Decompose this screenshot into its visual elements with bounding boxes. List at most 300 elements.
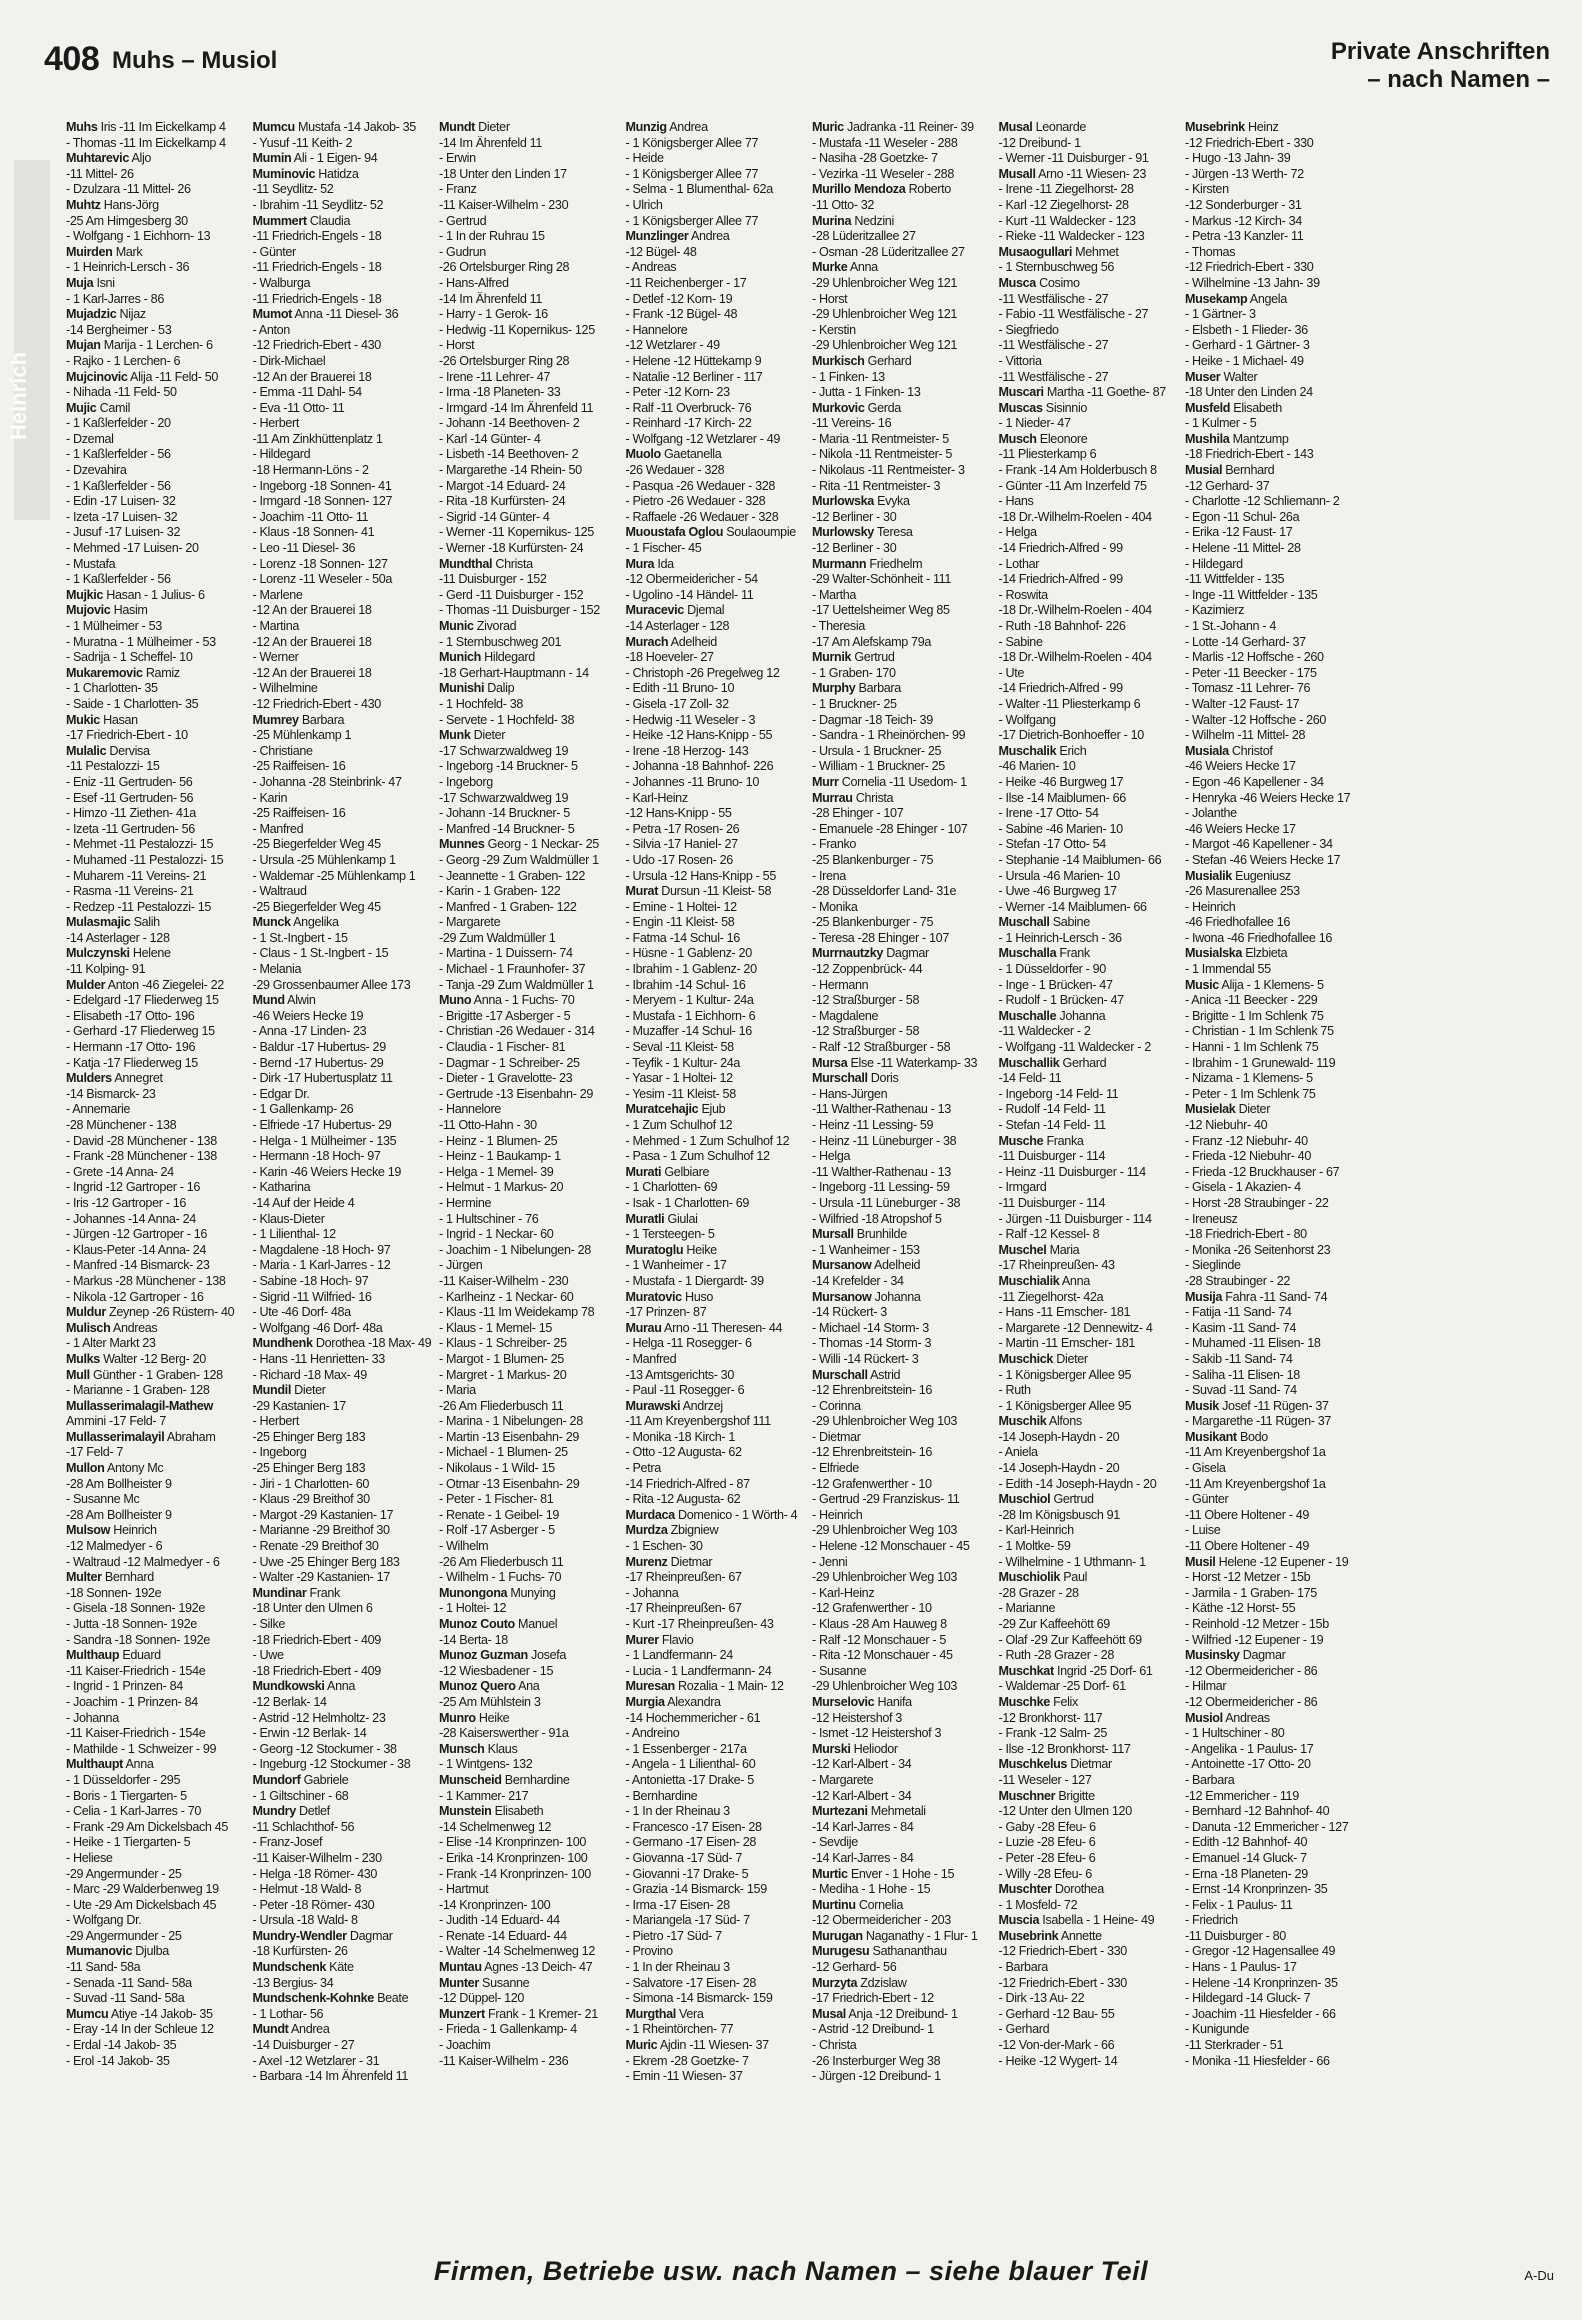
entry-details: -25 Mühlenkamp 1 — [252, 728, 352, 743]
directory-entry — [1185, 978, 1364, 994]
directory-entry — [626, 1820, 805, 1836]
directory-entry — [812, 775, 991, 791]
directory-entry — [66, 1976, 245, 1992]
entry-details: - Elsbeth - 1 Flieder- 36 — [1185, 322, 1308, 337]
entry-details: - 1 Königsberger Allee 77 — [625, 166, 759, 181]
directory-entry — [253, 1118, 432, 1134]
surname: Musija — [1185, 1289, 1223, 1304]
entry-details: - Joachim -11 Otto- 11 — [252, 509, 369, 524]
entry-details: - Susanne Mc — [66, 1492, 140, 1507]
entry-details: - Gerhard -12 Bau- 55 — [998, 2006, 1115, 2021]
directory-entry — [1185, 1227, 1364, 1243]
entry-details: Munying — [510, 1585, 556, 1600]
directory-entry — [1185, 1742, 1364, 1758]
directory-entry — [439, 1024, 618, 1040]
surname: Munongona — [439, 1585, 508, 1600]
entry-details: - Renate -14 Eduard- 44 — [439, 1928, 567, 1943]
directory-entry — [999, 1336, 1178, 1352]
entry-details: Christa — [855, 790, 894, 805]
entry-details: - Ingeborg — [252, 1445, 307, 1460]
entry-details: - Inge -11 Wittfelder - 135 — [1185, 587, 1318, 602]
directory-entry — [626, 370, 805, 386]
entry-details: Roberto — [908, 182, 951, 197]
directory-entry — [999, 1430, 1178, 1446]
entry-details: -12 Düppel- 120 — [439, 1991, 525, 2006]
directory-entry — [439, 1757, 618, 1773]
entry-details: - Hartmut — [439, 1882, 489, 1897]
directory-entry — [253, 1820, 432, 1836]
entry-details: - 1 Hultschiner - 80 — [1185, 1726, 1285, 1741]
entry-details: - Irma -18 Planeten- 33 — [439, 385, 561, 400]
entry-details: - Marianne -29 Breithof 30 — [252, 1523, 390, 1538]
entry-details: - Jürgen -11 Duisburger - 114 — [998, 1211, 1152, 1226]
entry-details: Bernhard — [1225, 463, 1275, 478]
entry-details: -12 Zoppenbrück- 44 — [812, 962, 923, 977]
entry-details: - Renate - 1 Geibel- 19 — [439, 1507, 560, 1522]
directory-entry — [66, 1726, 245, 1742]
entry-details: - Hans-Jürgen — [812, 1086, 888, 1101]
entry-details: -12 Bügel- 48 — [625, 244, 697, 259]
surname: Musekamp — [1185, 291, 1248, 306]
entry-details: - 1 Karl-Jarres - 86 — [66, 291, 164, 306]
entry-details: - Egon -11 Schul- 26a — [1185, 509, 1300, 524]
directory-entry — [626, 182, 805, 198]
directory-entry — [626, 1944, 805, 1960]
directory-entry — [253, 993, 432, 1009]
entry-details: - Gertrude -13 Eisenbahn- 29 — [439, 1086, 594, 1101]
entry-details: Bernhard — [104, 1570, 154, 1585]
surname: Muschalik — [998, 743, 1057, 758]
directory-entry — [253, 1430, 432, 1446]
directory-entry — [253, 1445, 432, 1461]
entry-details: - 1 Holtei- 12 — [439, 1601, 507, 1616]
directory-entry — [253, 1679, 432, 1695]
entry-details: Josefa — [531, 1648, 567, 1663]
directory-entry — [1185, 806, 1364, 822]
entry-details: -12 Wetzlarer - 49 — [625, 338, 720, 353]
directory-entry — [812, 1539, 991, 1555]
directory-entry — [626, 432, 805, 448]
entry-details: - Otto -12 Augusta- 62 — [625, 1445, 742, 1460]
directory-entry — [812, 1243, 991, 1259]
directory-entry — [999, 1960, 1178, 1976]
entry-details: - Andreino — [625, 1726, 680, 1741]
entry-details: - 1 Rheintörchen- 77 — [625, 2022, 734, 2037]
entry-details: - Michael -14 Storm- 3 — [812, 1320, 929, 1335]
surname: Muschkelus — [998, 1757, 1068, 1772]
entry-details: Mehmetali — [870, 1804, 926, 1819]
entry-details: - Barbara — [1185, 1772, 1235, 1787]
entry-details: - Peter -12 Korn- 23 — [625, 385, 730, 400]
entry-details: - Egon -46 Kapellener - 34 — [1185, 774, 1324, 789]
directory-entry — [439, 635, 618, 651]
directory-entry — [66, 1134, 245, 1150]
entry-details: -25 Ehinger Berg 183 — [252, 1461, 366, 1476]
directory-entry — [439, 681, 618, 697]
entry-details: - Stefan -14 Feld- 11 — [998, 1118, 1106, 1132]
entry-details: -18 Dr.-Wilhelm-Roelen - 404 — [998, 509, 1152, 524]
entry-details: - Helga -11 Rosegger- 6 — [625, 1336, 752, 1351]
directory-entry — [1185, 822, 1364, 838]
directory-entry — [812, 2007, 991, 2023]
entry-details: -14 Kronprinzen- 100 — [439, 1897, 551, 1912]
directory-entry — [66, 775, 245, 791]
entry-details: Dagmar — [1242, 1648, 1286, 1663]
surname: Muoustafa Oglou — [625, 525, 724, 540]
entry-details: Arno -11 Wiesen- 23 — [1038, 166, 1146, 181]
entry-details: Ejub — [701, 1102, 726, 1117]
directory-entry — [812, 1477, 991, 1493]
surname: Munsch — [439, 1741, 485, 1756]
directory-entry — [253, 1009, 432, 1025]
directory-entry — [439, 541, 618, 557]
entry-details: - 1 Nieder- 47 — [998, 416, 1071, 431]
entry-details: -12 Sonderburger - 31 — [1185, 197, 1302, 212]
directory-entry — [999, 1664, 1178, 1680]
entry-details: - Maria -11 Rentmeister- 5 — [812, 431, 949, 446]
directory-entry — [812, 869, 991, 885]
directory-entry — [66, 744, 245, 760]
entry-details: Franka — [1046, 1133, 1084, 1148]
directory-entry — [626, 1477, 805, 1493]
entry-details: - Helmut - 1 Markus- 20 — [439, 1180, 564, 1195]
entry-details: - Margot -29 Kastanien- 17 — [252, 1507, 394, 1522]
directory-entry — [439, 1492, 618, 1508]
directory-entry — [999, 650, 1178, 666]
entry-details: - Dzevahira — [66, 463, 127, 478]
entry-details: - Helga — [812, 1149, 851, 1164]
surname: Muschalla — [998, 946, 1057, 961]
surname: Munk — [439, 728, 471, 743]
directory-entry — [999, 1523, 1178, 1539]
directory-entry — [66, 198, 245, 214]
entry-details: - Luise — [1185, 1523, 1221, 1538]
entry-details: - Hannelore — [439, 1102, 501, 1117]
directory-entry — [812, 136, 991, 152]
entry-details: - Theresia — [812, 619, 865, 633]
directory-entry — [626, 822, 805, 838]
entry-details: - Giovanni -17 Drake- 5 — [625, 1866, 749, 1881]
entry-details: -29 Uhlenbroicher Weg 103 — [812, 1414, 958, 1429]
entry-details: - Irene -17 Otto- 54 — [998, 806, 1099, 821]
directory-entry — [999, 1929, 1178, 1945]
surname: Murenz — [625, 1554, 668, 1569]
entry-details: - Georg -29 Zum Waldmüller 1 — [439, 852, 599, 867]
entry-details: - Muhamed -11 Pestalozzi- 15 — [66, 852, 224, 867]
directory-entry — [626, 1227, 805, 1243]
directory-entry — [439, 759, 618, 775]
entry-details: - Joachim - 1 Prinzen- 84 — [66, 1694, 198, 1709]
directory-entry — [812, 681, 991, 697]
surname: Muschall — [998, 915, 1050, 930]
entry-details: Sathananthau — [872, 1944, 947, 1959]
entry-details: - Otmar -13 Eisenbahn- 29 — [439, 1476, 580, 1491]
directory-entry — [66, 1742, 245, 1758]
directory-entry — [812, 1804, 991, 1820]
directory-entry — [999, 666, 1178, 682]
surname: Murr — [812, 774, 839, 789]
entry-details: - Richard -18 Max- 49 — [252, 1367, 367, 1382]
entry-details: Giulai — [667, 1211, 698, 1226]
directory-entry — [1185, 432, 1364, 448]
directory-entry — [812, 494, 991, 510]
entry-details: - Margot - 1 Blumen- 25 — [439, 1351, 564, 1366]
entry-details: -26 Insterburger Weg 38 — [812, 2053, 941, 2068]
entry-details: - Sadrija - 1 Scheffel- 10 — [66, 650, 193, 665]
entry-details: - 1 Lilienthal- 12 — [252, 1227, 336, 1242]
entry-details: - Luzie -28 Efeu- 6 — [998, 1835, 1096, 1850]
entry-details: -26 Wedauer - 328 — [625, 463, 725, 478]
entry-details: - Corinna — [812, 1398, 861, 1413]
entry-details: - Meryem - 1 Kultur- 24a — [625, 993, 754, 1008]
entry-details: -18 Friedrich-Ebert - 80 — [1185, 1227, 1307, 1242]
directory-entry — [66, 120, 245, 136]
entry-details: - Bernhardine — [625, 1788, 698, 1803]
entry-details: - Leo -11 Diesel- 36 — [252, 541, 356, 556]
directory-entry — [999, 1321, 1178, 1337]
directory-entry — [626, 1321, 805, 1337]
entry-details: -12 Obermeidericher - 54 — [625, 572, 758, 587]
directory-entry — [1185, 1290, 1364, 1306]
entry-details: - 1 Sternbuschweg 56 — [998, 260, 1115, 275]
directory-entry — [999, 136, 1178, 152]
directory-entry — [999, 1009, 1178, 1025]
surname: Mundt — [252, 2022, 289, 2037]
directory-entry — [1185, 1118, 1364, 1134]
entry-details: Käte — [329, 1960, 354, 1975]
surname: Musal — [812, 2006, 846, 2021]
surname: Muschel — [998, 1242, 1047, 1257]
surname: Multhaupt — [66, 1757, 124, 1772]
entry-details: -28 Straubinger - 22 — [1185, 1273, 1291, 1288]
surname: Muja — [66, 275, 94, 290]
directory-entry — [1185, 1711, 1364, 1727]
entry-details: Gerhard — [1062, 1055, 1107, 1070]
entry-details: Günther - 1 Graben- 128 — [92, 1367, 223, 1382]
directory-entry — [1185, 1944, 1364, 1960]
directory-entry — [253, 728, 432, 744]
entry-details: - Horst -28 Straubinger - 22 — [1185, 1195, 1329, 1210]
directory-entry — [66, 1757, 245, 1773]
directory-entry — [626, 1009, 805, 1025]
entry-details: -12 Gerhard- 56 — [812, 1960, 897, 1975]
directory-entry — [999, 432, 1178, 448]
surname: Murgthal — [625, 2006, 676, 2021]
entry-details: Ingrid -25 Dorf- 61 — [1056, 1663, 1153, 1678]
directory-entry — [812, 1960, 991, 1976]
directory-entry — [66, 1383, 245, 1399]
entry-details: -28 Düsseldorfer Land- 31e — [812, 884, 957, 899]
surname: Muno — [439, 993, 472, 1008]
surname: Mumot — [252, 307, 293, 322]
directory-entry — [812, 447, 991, 463]
directory-entry — [812, 432, 991, 448]
directory-entry — [626, 791, 805, 807]
entry-details: - Teyfik - 1 Kultur- 24a — [625, 1055, 741, 1070]
entry-details: - Edgar Dr. — [252, 1086, 310, 1101]
directory-entry — [253, 479, 432, 495]
directory-entry — [1185, 198, 1364, 214]
entry-details: - Helga - 1 Mülheimer - 135 — [252, 1133, 397, 1148]
directory-entry — [439, 1508, 618, 1524]
directory-entry — [1185, 681, 1364, 697]
entry-details: -12 An der Brauerei 18 — [252, 369, 372, 384]
entry-details: - 1 Tersteegen- 5 — [625, 1227, 715, 1242]
entry-details: - Jürgen -12 Dreibund- 1 — [812, 2069, 941, 2084]
directory-entry — [66, 1149, 245, 1165]
entry-details: - Jiri - 1 Charlotten- 60 — [252, 1476, 370, 1491]
entry-details: - Vittoria — [998, 353, 1042, 368]
directory-entry — [1185, 1414, 1364, 1430]
entry-details: - Dagmar - 1 Schreiber- 25 — [439, 1055, 580, 1070]
entry-details: - Markus -28 Münchener - 138 — [66, 1273, 226, 1288]
directory-entry — [66, 447, 245, 463]
directory-entry — [66, 1305, 245, 1321]
entry-details: - Karin - 1 Graben- 122 — [439, 884, 561, 899]
entry-details: - 1 St.-Ingbert - 15 — [252, 930, 348, 945]
directory-entry — [439, 1913, 618, 1929]
directory-entry — [439, 650, 618, 666]
entry-details: -11 Westfälische - 27 — [998, 291, 1109, 306]
directory-entry — [626, 307, 805, 323]
directory-entry — [626, 1913, 805, 1929]
surname: Musial — [1185, 463, 1223, 478]
entry-details: - Erwin — [439, 151, 476, 166]
directory-entry — [439, 1726, 618, 1742]
directory-entry — [439, 525, 618, 541]
directory-entry — [253, 1071, 432, 1087]
entry-details: Cosimo — [1039, 275, 1080, 290]
entry-details: - Hugo -13 Jahn- 39 — [1185, 151, 1291, 166]
directory-entry — [1185, 1040, 1364, 1056]
directory-entry — [626, 1976, 805, 1992]
surname: Murdza — [625, 1523, 668, 1538]
column-3 — [439, 120, 618, 2175]
surname: Munnes — [439, 837, 485, 852]
entry-details: - Peter -28 Efeu- 6 — [998, 1850, 1096, 1865]
directory-entry — [626, 1445, 805, 1461]
entry-details: -11 Otto- 32 — [812, 197, 875, 212]
directory-entry — [66, 1633, 245, 1649]
entry-details: - Natalie -12 Berliner - 117 — [625, 369, 763, 384]
surname: Mushila — [1185, 431, 1230, 446]
entry-details: - Gisela - 1 Akazien- 4 — [1185, 1180, 1301, 1195]
entry-details: - Helga - 1 Memel- 39 — [439, 1164, 554, 1179]
directory-entry — [999, 1742, 1178, 1758]
entry-details: - Heike - 1 Tiergarten- 5 — [66, 1835, 191, 1850]
entry-details: - Edelgard -17 Fliederweg 15 — [66, 993, 219, 1008]
directory-entry — [66, 1461, 245, 1477]
entry-details: - Waltraud — [252, 884, 307, 899]
entry-details: - Ingrid - 1 Prinzen- 84 — [66, 1679, 183, 1694]
entry-details: Domenico - 1 Wörth- 4 — [678, 1507, 798, 1522]
entry-details: - Reinhold -12 Metzer - 15b — [1185, 1617, 1329, 1631]
entry-details: Ida — [657, 556, 674, 571]
directory-entry — [439, 1009, 618, 1025]
entry-details: - Heinz -11 Duisburger - 114 — [998, 1164, 1146, 1179]
directory-entry — [253, 245, 432, 261]
entry-details: - Sieglinde — [1185, 1258, 1241, 1273]
entry-details: - Günter -11 Am Inzerfeld 75 — [998, 478, 1147, 493]
directory-entry — [66, 1368, 245, 1384]
directory-entry — [66, 588, 245, 604]
directory-entry — [999, 1633, 1178, 1649]
directory-entry — [999, 1274, 1178, 1290]
directory-entry — [1185, 1087, 1364, 1103]
directory-entry — [1185, 276, 1364, 292]
directory-entry — [66, 1399, 245, 1415]
entry-details: Angela — [1249, 291, 1287, 306]
entry-details: Heinz — [1248, 120, 1279, 134]
directory-entry — [626, 697, 805, 713]
directory-entry — [1185, 260, 1364, 276]
entry-details: Gabriele — [303, 1772, 349, 1787]
directory-entry — [439, 853, 618, 869]
directory-entry — [626, 1726, 805, 1742]
directory-entry — [999, 1165, 1178, 1181]
entry-details: Hatidza — [318, 166, 359, 181]
entry-details: - Kirsten — [1185, 182, 1229, 197]
entry-details: - Georg -12 Stockumer - 38 — [252, 1741, 397, 1756]
directory-entry — [999, 775, 1178, 791]
directory-entry — [439, 1290, 618, 1306]
entry-details: -12 Bronkhorst- 117 — [998, 1710, 1103, 1725]
directory-columns — [66, 120, 1550, 2175]
entry-details: - Frank -12 Bügel- 48 — [625, 307, 738, 322]
entry-details: -18 Hermann-Löns - 2 — [252, 463, 369, 478]
column-7 — [1185, 120, 1364, 2175]
directory-entry — [1185, 1820, 1364, 1836]
entry-details: - Angela - 1 Lilienthal- 60 — [625, 1757, 756, 1772]
directory-entry — [812, 1633, 991, 1649]
directory-entry — [812, 1383, 991, 1399]
entry-details: - Detlef -12 Korn- 19 — [625, 291, 733, 306]
directory-entry — [253, 1368, 432, 1384]
entry-details: - Aniela — [998, 1445, 1038, 1460]
surname: Musall — [998, 166, 1036, 181]
entry-details: Susanne — [482, 1975, 530, 1990]
directory-entry — [1185, 1212, 1364, 1228]
directory-entry — [626, 962, 805, 978]
surname: Mundt — [439, 120, 476, 134]
entry-details: - Margot -46 Kapellener - 34 — [1185, 837, 1333, 852]
directory-entry — [66, 666, 245, 682]
entry-details: -11 Sand- 58a — [66, 1960, 141, 1975]
directory-entry — [812, 463, 991, 479]
entry-details: -12 Unter den Ulmen 120 — [998, 1804, 1132, 1819]
entry-details: -11 Westfälische - 27 — [998, 338, 1109, 353]
directory-entry — [1185, 401, 1364, 417]
entry-details: Mehmet — [1075, 244, 1119, 259]
directory-entry — [812, 1757, 991, 1773]
surname: Murugesu — [812, 1944, 870, 1959]
entry-details: - Karl-Heinz — [812, 1585, 875, 1600]
directory-entry — [999, 728, 1178, 744]
entry-details: -12 Berlak- 14 — [252, 1694, 327, 1709]
entry-details: Barbara — [858, 681, 901, 696]
directory-entry — [439, 1180, 618, 1196]
directory-entry — [253, 1570, 432, 1586]
directory-entry — [66, 1492, 245, 1508]
directory-entry — [812, 915, 991, 931]
directory-entry — [66, 167, 245, 183]
directory-entry — [1185, 1056, 1364, 1072]
directory-entry — [253, 1867, 432, 1883]
entry-details: - Dietmar — [812, 1429, 861, 1444]
entry-details: Andreas — [112, 1320, 158, 1335]
entry-details: -13 Bergius- 34 — [252, 1975, 334, 1990]
entry-details: - Dirk-Michael — [252, 353, 326, 368]
